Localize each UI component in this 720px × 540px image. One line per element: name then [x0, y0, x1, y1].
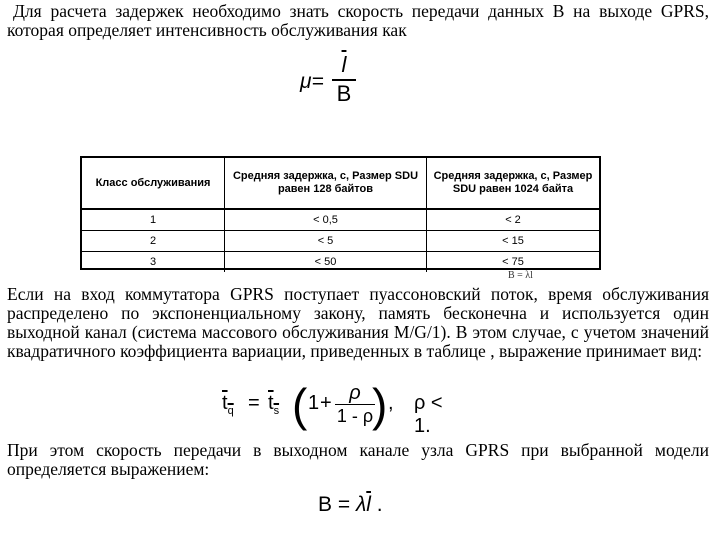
waiting-time-formula [222, 379, 452, 437]
header-service-class: Класс обслуживания [82, 158, 225, 209]
table-row [82, 252, 599, 273]
ts-term: $t_s$ [268, 392, 280, 417]
table-cell: 3 [82, 252, 225, 273]
period: . [370, 493, 383, 516]
table-cell: 2 [82, 231, 225, 252]
header-delay-1024: Средняя задержка, с, Размер SDU равен 1024 байта [427, 158, 600, 209]
table-cell: < 0,5 [225, 209, 427, 231]
table-header-row [82, 158, 599, 209]
service-rate-fraction [332, 52, 356, 106]
left-paren: ( [292, 379, 308, 431]
table-row [82, 231, 599, 252]
lambda-symbol: λ [355, 493, 367, 516]
plus-sign: + [320, 392, 332, 414]
rho-denominator: 1 - ρ [336, 406, 374, 427]
model-paragraph: Если на вход коммутатора GPRS поступает пуассоновский поток, время обслуживания распределено по экспоненциальному закону, память бесконечна и используется один выходной канал (система массового обслуживания M/G/1). В этом случае, с учетом значений квадратичного коэффициента вариации, приведенных в таблице , выражение принимает вид: [7, 284, 709, 361]
header-delay-128: Средняя задержка, с, Размер SDU равен 128 байтов [225, 158, 427, 209]
intro-paragraph: Для расчета задержек необходимо знать скорость передачи данных B на выходе GPRS, которая определяет интенсивность обслуживания как [7, 1, 709, 40]
fraction-numerator: $\overline{l}$ [341, 52, 347, 77]
rate-formula [318, 493, 383, 517]
table-cell: < 50 [225, 252, 427, 273]
rho-condition: ρ < 1. [414, 392, 443, 437]
table-cell: < 75 [427, 252, 600, 273]
delay-table-container [80, 156, 601, 270]
table-cell: < 5 [225, 231, 427, 252]
rate-lhs: B = [318, 493, 356, 516]
rho-numerator: ρ [349, 382, 361, 404]
table-cell: < 15 [427, 231, 600, 252]
equals-sign: = [248, 392, 260, 414]
tq-term: $t_q$ [222, 392, 234, 417]
l-bar: $\overline{l}$ [366, 493, 371, 516]
table-cell: 1 [82, 209, 225, 231]
table-row [82, 209, 599, 231]
mu-lhs: μ= [300, 70, 324, 93]
delay-table [82, 158, 599, 272]
rate-paragraph: При этом скорость передачи в выходном канале узла GPRS при выбранной модели определяется выражением: [7, 440, 709, 479]
one-term: 1 [308, 392, 320, 414]
fraction-denominator: B [336, 80, 352, 106]
overlay-note: B = λl [508, 270, 533, 281]
rho-fraction [335, 382, 375, 427]
service-rate-formula [300, 52, 380, 112]
comma: , [388, 392, 394, 414]
table-cell: < 2 [505, 214, 521, 226]
right-paren: ) [372, 379, 388, 431]
